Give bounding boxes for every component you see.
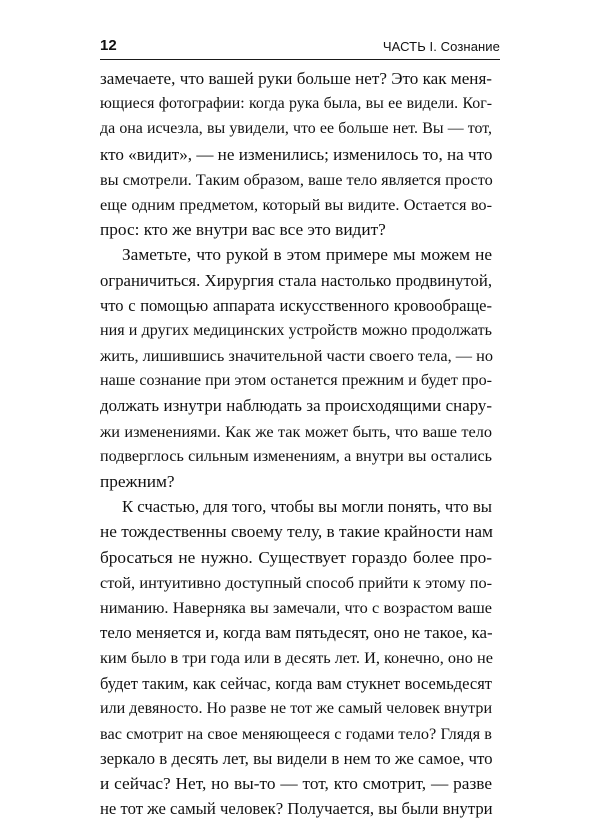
text-line: что с помощью аппарата искусственного кровообраще- <box>100 295 492 315</box>
text-line: ния и других медицинских устройств можно продолжать <box>100 321 492 339</box>
text-line: и сейчас? Нет, но вы-то — тот, кто смотрит, — разве <box>100 774 492 794</box>
text-line: вас смотрит на свое меняющееся с годами тело? Глядя в <box>100 723 492 743</box>
running-header <box>100 35 500 60</box>
text-line: кто «видит», — не изменились; изменилось то, на что <box>100 144 493 164</box>
text-line: подверглось сильным изменениям, а внутри вы остались <box>100 447 492 465</box>
text-line: будет таким, как сейчас, когда вам стукнет восемьдесят <box>100 673 492 693</box>
text-line: да она исчезла, вы увидели, что ее больше нет. Вы — тот, <box>100 120 492 138</box>
text-line: ограничиться. Хирургия стала настолько продвинутой, <box>100 270 492 290</box>
chapter-title: ЧАСТЬ I. Сознание <box>382 39 500 54</box>
text-line: еще одним предметом, который вы видите. Остается во- <box>100 194 492 214</box>
text-line: наше сознание при этом останется прежним и будет про- <box>100 372 492 390</box>
text-line: ющиеся фотографии: когда рука была, вы ее видели. Ког- <box>100 95 492 113</box>
text-line: ким было в три года или в десять лет. И, конечно, оно не <box>100 648 493 668</box>
body-text <box>100 66 492 822</box>
page-number: 12 <box>100 37 117 54</box>
text-line: прежним? <box>100 472 175 491</box>
text-line: бросаться не нужно. Существует гораздо более про- <box>100 547 492 567</box>
text-line: жить, лишившись значительной части своего тела, — но <box>100 346 493 366</box>
text-line: или девяносто. Но разве не тот же самый человек внутри <box>100 699 493 717</box>
text-line: К счастью, для того, чтобы вы могли понять, что вы <box>122 497 492 517</box>
text-line: замечаете, что вашей руки больше нет? Это как меня- <box>100 69 492 88</box>
text-line: прос: кто же внутри вас все это видит? <box>100 220 386 240</box>
text-line: не тождественны своему телу, в такие крайности нам <box>100 522 493 542</box>
text-line: жи изменениями. Как же так может быть, что ваше тело <box>100 421 492 441</box>
text-line: должать изнутри наблюдать за происходящими снару- <box>100 396 492 416</box>
text-line: стой, интуитивно доступный способ прийти к этому по- <box>100 572 492 592</box>
text-line: не тот же самый человек? Получается, вы были внутри <box>100 799 493 819</box>
text-line: вы смотрели. Таким образом, ваше тело является просто <box>100 169 493 189</box>
text-line: зеркало в десять лет, вы видели в нем то же самое, что <box>100 749 493 769</box>
text-line: ниманию. Наверняка вы замечали, что с возрастом ваше <box>100 597 492 617</box>
text-line: Заметьте, что рукой в этом примере мы можем не <box>122 245 492 265</box>
text-line: тело меняется и, когда вам пятьдесят, оно не такое, ка- <box>100 623 493 643</box>
